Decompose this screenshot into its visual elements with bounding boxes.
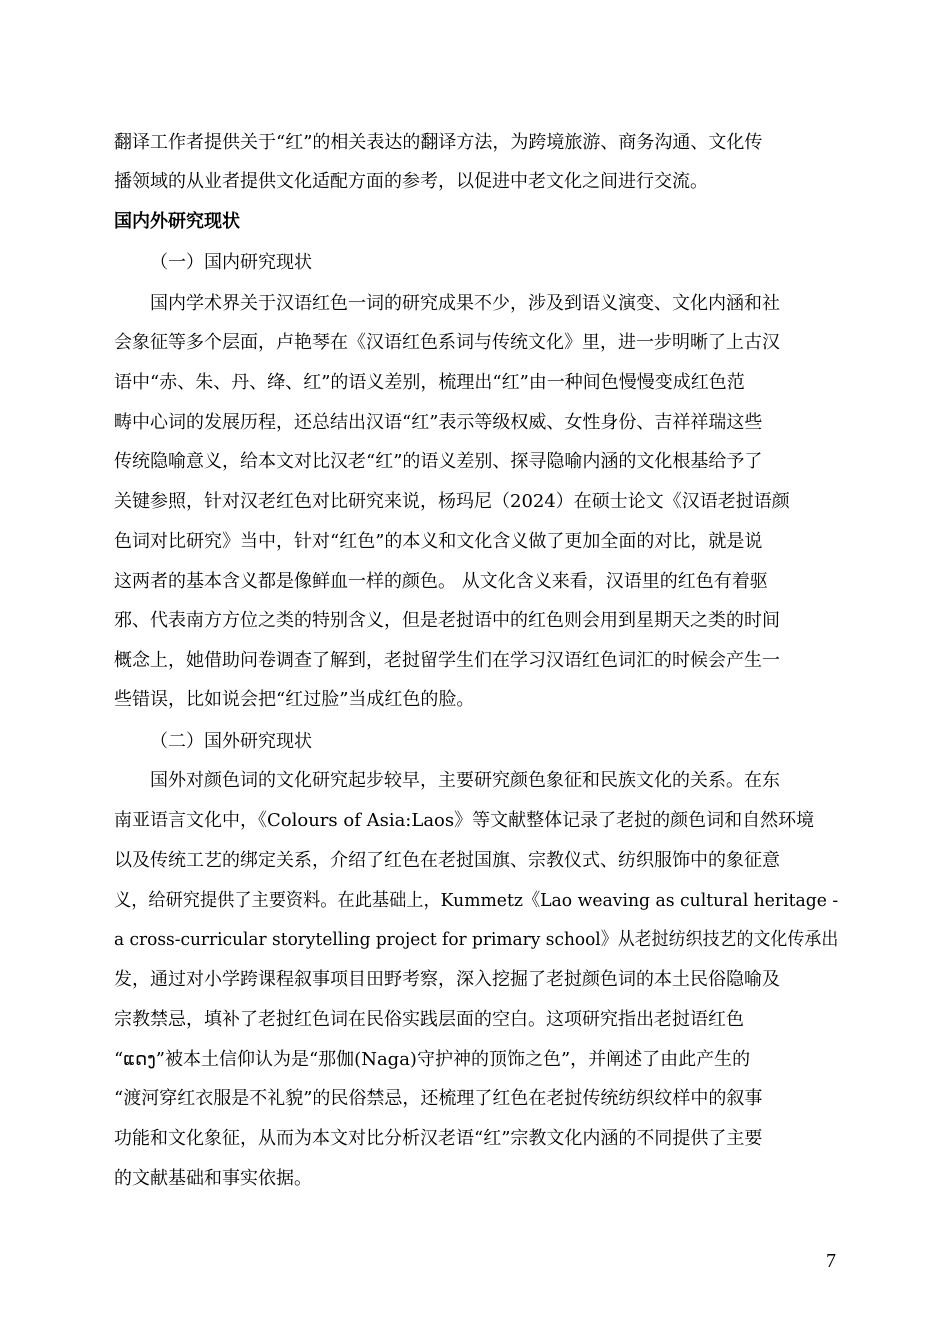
paragraph-line <box>114 923 838 956</box>
section-heading <box>114 205 838 238</box>
paragraph-line <box>114 406 838 439</box>
text-line: 的文献基础和事实依据。 <box>114 1168 312 1189</box>
paragraph-line <box>114 1003 838 1036</box>
subsection-heading-text: （一）国内研究现状 <box>150 252 312 273</box>
paragraph-line <box>114 366 838 399</box>
text-line: 南亚语言文化中，《Colours of Asia:Laos》等文献整体记录了老挝的颜色词和自然环境 <box>114 810 815 831</box>
paragraph-line <box>114 804 838 837</box>
paragraph-line <box>114 1082 838 1115</box>
paragraph-line <box>114 884 838 917</box>
text-line: 些错误，比如说会把“红过脸”当成红色的脸。 <box>114 689 475 710</box>
paragraph-line <box>150 287 838 320</box>
section-heading-text: 国内外研究现状 <box>114 211 240 232</box>
subsection-heading <box>150 246 838 279</box>
text-line: 国内学术界关于汉语红色一词的研究成果不少，涉及到语义演变、文化内涵和社 <box>150 293 780 314</box>
page-number: 7 <box>826 1250 836 1272</box>
text-line: 关键参照，针对汉老红色对比研究来说，杨玛尼（2024）在硕士论文《汉语老挝语颜 <box>114 491 790 512</box>
text-line: a cross-curricular storytelling project for primary school》从老挝纺织技艺的文化传承出 <box>114 929 838 950</box>
paragraph-line <box>114 844 838 877</box>
text-line: 翻译工作者提供关于“红”的相关表达的翻译方法，为跨境旅游、商务沟通、文化传 <box>114 132 763 153</box>
text-line: 义，给研究提供了主要资料。在此基础上，Kummetz《Lao weaving as cultural heritage - <box>114 890 838 911</box>
paragraph-line <box>114 126 838 159</box>
paragraph-line <box>114 1162 838 1195</box>
paragraph-line <box>114 326 838 359</box>
paragraph-line <box>114 683 838 716</box>
text-line: 以及传统工艺的绑定关系，介绍了红色在老挝国旗、宗教仪式、纺织服饰中的象征意 <box>114 850 780 871</box>
paragraph-line <box>114 485 838 518</box>
text-line: 国外对颜色词的文化研究起步较早，主要研究颜色象征和民族文化的关系。在东 <box>150 770 780 791</box>
paragraph-line <box>114 525 838 558</box>
text-line: 宗教禁忌，填补了老挝红色词在民俗实践层面的空白。这项研究指出老挝语红色 <box>114 1009 744 1030</box>
paragraph-line <box>114 644 838 677</box>
text-line: 发，通过对小学跨课程叙事项目田野考察，深入挖掘了老挝颜色词的本土民俗隐喻及 <box>114 969 780 990</box>
text-line: “渡河穿红衣服是不礼貌”的民俗禁忌，还梳理了红色在老挝传统纺织纹样中的叙事 <box>114 1088 763 1109</box>
text-line: 播领域的从业者提供文化适配方面的参考，以促进中老文化之间进行交流。 <box>114 171 708 192</box>
paragraph-line <box>114 1043 838 1076</box>
paragraph-line <box>114 604 838 637</box>
paragraph-line <box>114 165 838 198</box>
text-line: 概念上，她借助问卷调查了解到，老挝留学生们在学习汉语红色词汇的时候会产生一 <box>114 650 780 671</box>
text-line: 会象征等多个层面，卢艳琴在《汉语红色系词与传统文化》里，进一步明晰了上古汉 <box>114 332 780 353</box>
paragraph-line <box>150 764 838 797</box>
text-line: 色词对比研究》当中，针对“红色”的本义和文化含义做了更加全面的对比，就是说 <box>114 531 763 552</box>
subsection-heading-text: （二）国外研究现状 <box>150 731 312 752</box>
subsection-heading <box>150 725 838 758</box>
paragraph-line <box>114 565 838 598</box>
text-line: 语中“赤、朱、丹、绛、红”的语义差别，梳理出“红”由一种间色慢慢变成红色范 <box>114 372 745 393</box>
text-line: 功能和文化象征，从而为本文对比分析汉老语“红”宗教文化内涵的不同提供了主要 <box>114 1128 763 1149</box>
text-line: “ແດງ”被本土信仰认为是“那伽(Naga)守护神的顶饰之色”，并阐述了由此产生的 <box>114 1049 751 1070</box>
paragraph-line <box>114 1122 838 1155</box>
paragraph-line <box>114 963 838 996</box>
paragraph-line <box>114 445 838 478</box>
text-line: 畴中心词的发展历程，还总结出汉语“红”表示等级权威、女性身份、吉祥祥瑞这些 <box>114 412 763 433</box>
text-line: 这两者的基本含义都是像鲜血一样的颜色。 从文化含义来看，汉语里的红色有着驱 <box>114 571 768 592</box>
text-line: 传统隐喻意义，给本文对比汉老“红”的语义差别、探寻隐喻内涵的文化根基给予了 <box>114 451 763 472</box>
text-line: 邪、代表南方方位之类的特别含义，但是老挝语中的红色则会用到星期天之类的时间 <box>114 610 780 631</box>
